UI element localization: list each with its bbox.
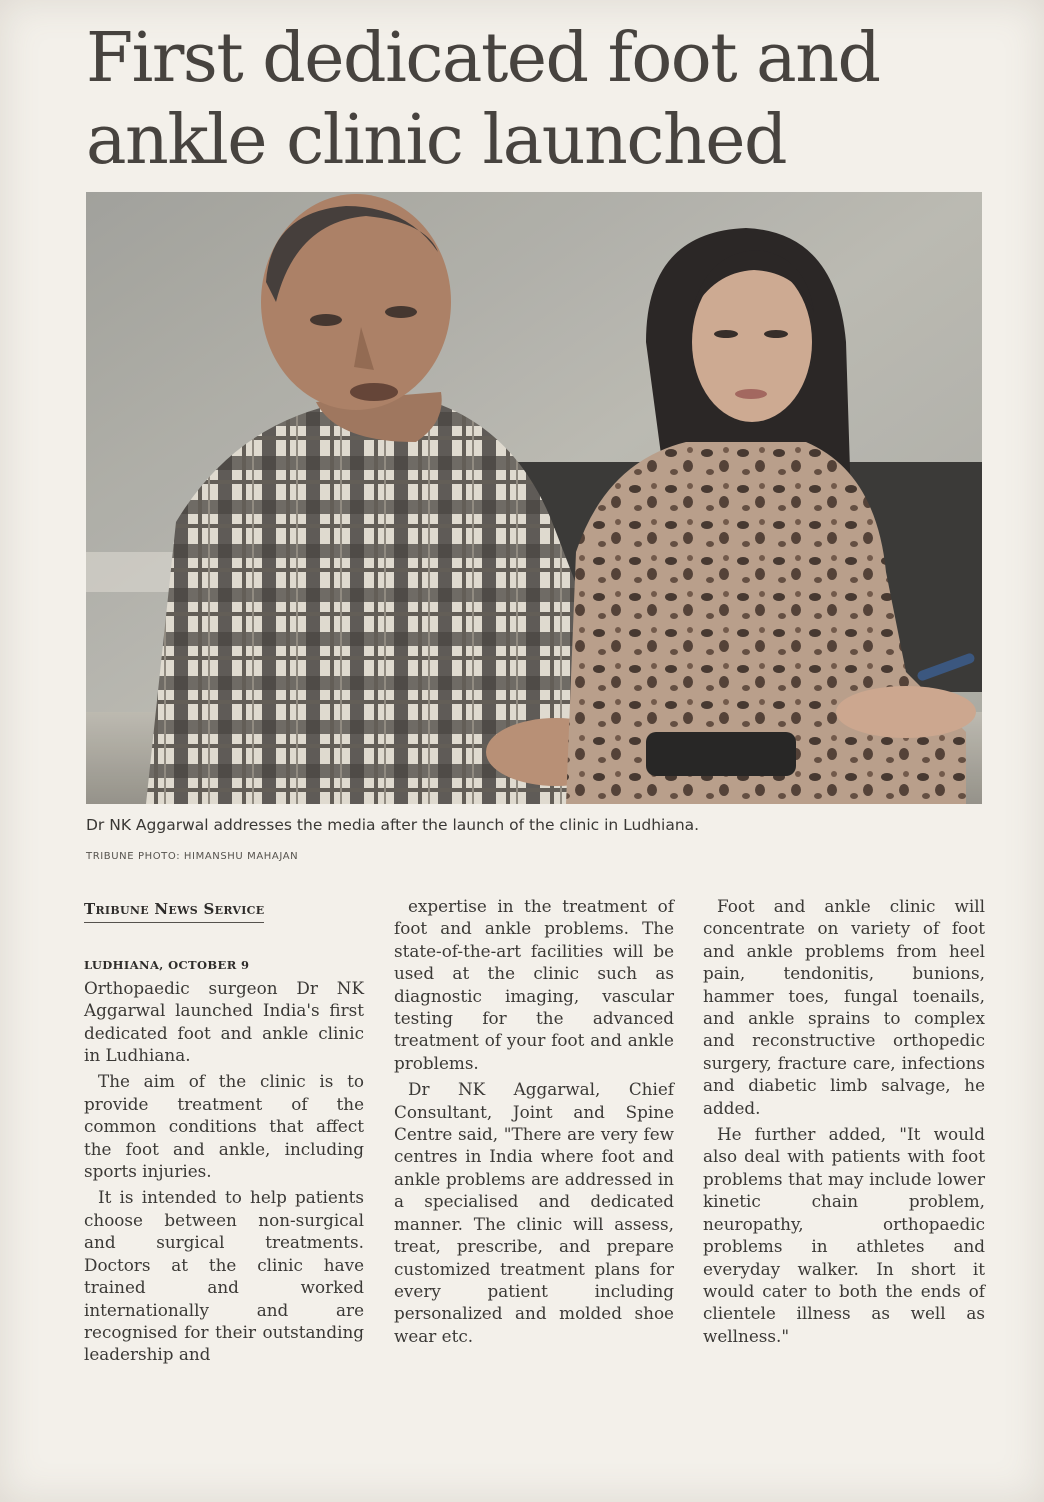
byline: Tribune News Service <box>84 898 264 923</box>
photo-caption: Dr NK Aggarwal addresses the media after the launch of the clinic in Ludhiana. <box>86 816 700 834</box>
paragraph: He further added, "It would also deal with patients with foot problems that may include lower kinetic chain problem, neuropathy, orthopaedic problems in athletes and everyday walker. In short it would cater to both the ends of clientele illness as well as wellness." <box>703 1124 985 1346</box>
dateline: LUDHIANA, OCTOBER 9 <box>84 958 250 973</box>
photo-credit: TRIBUNE PHOTO: HIMANSHU MAHAJAN <box>86 851 299 862</box>
news-photo <box>86 192 982 804</box>
paragraph: Dr NK Aggarwal, Chief Consultant, Joint and Spine Centre said, "There are very few centres in India where foot and ankle problems are addressed in a specialised and dedicated manner. The clinic will assess, treat, prescribe, and prepare customized treatment plans for every patient including personalized and molded shoe wear etc. <box>394 1079 674 1346</box>
article-column-3 <box>703 895 985 1347</box>
article-column-1 <box>84 895 364 1366</box>
photo-illustration <box>86 192 982 804</box>
headline: First dedicated foot and ankle clinic launched <box>86 19 880 180</box>
article-column-2 <box>394 895 674 1347</box>
paragraph: The aim of the clinic is to provide treatment of the common conditions that affect the foot and ankle, including sports injuries. <box>84 1071 364 1182</box>
paragraph: It is intended to help patients choose between non-surgical and surgical treatments. Doctors at the clinic have trained and worked internationally and are recognised for their outstanding leadership and <box>84 1187 364 1365</box>
paragraph: Orthopaedic surgeon Dr NK Aggarwal launched India's first dedicated foot and ankle clinic in Ludhiana. <box>84 977 364 1066</box>
paragraph: expertise in the treatment of foot and ankle problems. The state-of-the-art facilities will be used at the clinic such as diagnostic imaging, vascular testing for the advanced treatment of your foot and ankle problems. <box>394 896 674 1073</box>
paragraph: Foot and ankle clinic will concentrate on variety of foot and ankle problems from heel pain, tendonitis, bunions, hammer toes, fungal toenails, and ankle sprains to complex and reconstructive orthopedic surgery, fracture care, infections and diabetic limb salvage, he added. <box>703 896 985 1118</box>
